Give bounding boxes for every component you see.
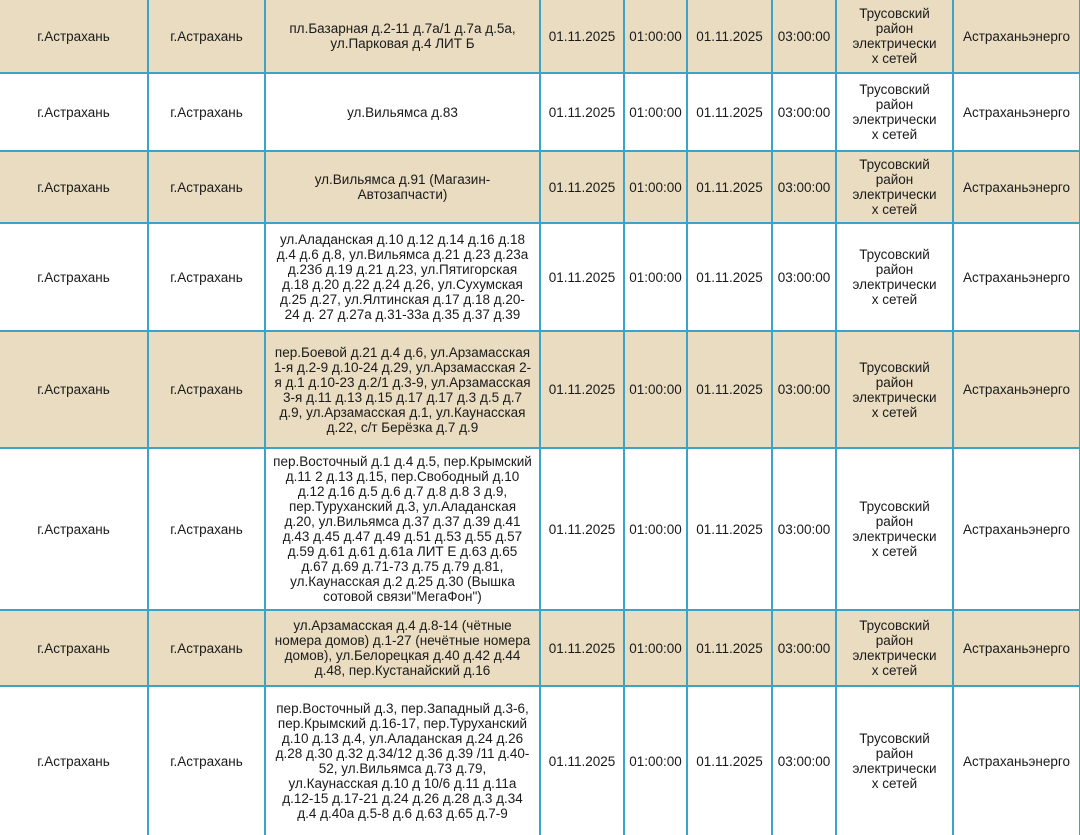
cell-start_time: 01:00:00 bbox=[624, 331, 687, 448]
cell-company: Астраханьэнерго bbox=[953, 73, 1080, 151]
cell-region: г.Астрахань bbox=[0, 686, 148, 835]
cell-network: Трусовский район электрических сетей bbox=[836, 610, 953, 686]
cell-end_time: 03:00:00 bbox=[772, 0, 836, 73]
cell-city: г.Астрахань bbox=[148, 223, 265, 331]
table-row bbox=[0, 331, 1080, 448]
cell-end_time: 03:00:00 bbox=[772, 151, 836, 223]
cell-end_time: 03:00:00 bbox=[772, 448, 836, 610]
cell-start_date: 01.11.2025 bbox=[540, 151, 624, 223]
cell-start_time: 01:00:00 bbox=[624, 73, 687, 151]
cell-region: г.Астрахань bbox=[0, 0, 148, 73]
cell-end_date: 01.11.2025 bbox=[687, 686, 772, 835]
cell-network: Трусовский район электрических сетей bbox=[836, 448, 953, 610]
table-row bbox=[0, 223, 1080, 331]
cell-network: Трусовский район электрических сетей bbox=[836, 0, 953, 73]
cell-company: Астраханьэнерго bbox=[953, 686, 1080, 835]
cell-addresses: ул.Арзамасская д.4 д.8-14 (чётные номера домов) д.1-27 (нечётные номера домов), ул.Белорецкая д.40 д.42 д.44 д.48, пер.Кустанайский д.16 bbox=[265, 610, 540, 686]
cell-start_date: 01.11.2025 bbox=[540, 686, 624, 835]
cell-network: Трусовский район электрических сетей bbox=[836, 223, 953, 331]
table-row bbox=[0, 73, 1080, 151]
cell-start_time: 01:00:00 bbox=[624, 448, 687, 610]
cell-start_date: 01.11.2025 bbox=[540, 0, 624, 73]
cell-end_time: 03:00:00 bbox=[772, 610, 836, 686]
cell-region: г.Астрахань bbox=[0, 73, 148, 151]
cell-end_date: 01.11.2025 bbox=[687, 0, 772, 73]
cell-city: г.Астрахань bbox=[148, 73, 265, 151]
cell-start_date: 01.11.2025 bbox=[540, 610, 624, 686]
cell-addresses: пер.Боевой д.21 д.4 д.6, ул.Арзамасская 1-я д.2-9 д.10-24 д.29, ул.Арзамасская 2-я д.1 д.10-23 д.2/1 д.3-9, ул.Арзамасская 3-я д.11 д.13 д.15 д.17 д.17 д.3 д.5 д.7 д.9, ул.Арзамасская д.1, ул.Каунасская д.22, с/т Берёзка д.7 д.9 bbox=[265, 331, 540, 448]
table-row bbox=[0, 686, 1080, 835]
cell-end_time: 03:00:00 bbox=[772, 331, 836, 448]
cell-addresses: ул.Вильямса д.83 bbox=[265, 73, 540, 151]
cell-addresses: ул.Аладанская д.10 д.12 д.14 д.16 д.18 д.4 д.6 д.8, ул.Вильямса д.21 д.23 д.23а д.23б д.19 д.21 д.23, ул.Пятигорская д.18 д.20 д.22 д.24 д.26, ул.Сухумская д.25 д.27, ул.Ялтинская д.17 д.18 д.20-24 д. 27 д.27а д.31-33а д.35 д.37 д.39 bbox=[265, 223, 540, 331]
cell-addresses: ул.Вильямса д.91 (Магазин-Автозапчасти) bbox=[265, 151, 540, 223]
cell-end_time: 03:00:00 bbox=[772, 223, 836, 331]
cell-start_time: 01:00:00 bbox=[624, 686, 687, 835]
cell-end_date: 01.11.2025 bbox=[687, 448, 772, 610]
cell-end_time: 03:00:00 bbox=[772, 73, 836, 151]
cell-start_date: 01.11.2025 bbox=[540, 73, 624, 151]
cell-addresses: пл.Базарная д.2-11 д.7а/1 д.7а д.5а, ул.Парковая д.4 ЛИТ Б bbox=[265, 0, 540, 73]
cell-end_date: 01.11.2025 bbox=[687, 331, 772, 448]
cell-end_time: 03:00:00 bbox=[772, 686, 836, 835]
cell-network: Трусовский район электрических сетей bbox=[836, 331, 953, 448]
cell-city: г.Астрахань bbox=[148, 686, 265, 835]
cell-company: Астраханьэнерго bbox=[953, 610, 1080, 686]
cell-start_time: 01:00:00 bbox=[624, 610, 687, 686]
cell-network: Трусовский район электрических сетей bbox=[836, 73, 953, 151]
cell-network: Трусовский район электрических сетей bbox=[836, 686, 953, 835]
cell-start_time: 01:00:00 bbox=[624, 0, 687, 73]
cell-city: г.Астрахань bbox=[148, 0, 265, 73]
cell-start_date: 01.11.2025 bbox=[540, 448, 624, 610]
cell-end_date: 01.11.2025 bbox=[687, 73, 772, 151]
cell-end_date: 01.11.2025 bbox=[687, 610, 772, 686]
cell-network: Трусовский район электрических сетей bbox=[836, 151, 953, 223]
cell-company: Астраханьэнерго bbox=[953, 223, 1080, 331]
cell-region: г.Астрахань bbox=[0, 331, 148, 448]
cell-start_date: 01.11.2025 bbox=[540, 331, 624, 448]
table-row bbox=[0, 151, 1080, 223]
cell-company: Астраханьэнерго bbox=[953, 331, 1080, 448]
cell-addresses: пер.Восточный д.1 д.4 д.5, пер.Крымский д.11 2 д.13 д.15, пер.Свободный д.10 д.12 д.16 д.5 д.6 д.7 д.8 д.8 3 д.9, пер.Туруханский д.3, ул.Аладанская д.20, ул.Вильямса д.37 д.37 д.39 д.41 д.43 д.45 д.47 д.49 д.51 д.53 д.55 д.57 д.59 д.61 д.61 д.61а ЛИТ Е д.63 д.65 д.67 д.69 д.71-73 д.75 д.79 д.81, ул.Каунасская д.2 д.25 д.30 (Вышка сотовой связи"МегаФон") bbox=[265, 448, 540, 610]
cell-city: г.Астрахань bbox=[148, 610, 265, 686]
cell-city: г.Астрахань bbox=[148, 151, 265, 223]
cell-region: г.Астрахань bbox=[0, 223, 148, 331]
cell-start_time: 01:00:00 bbox=[624, 223, 687, 331]
table-row bbox=[0, 610, 1080, 686]
cell-region: г.Астрахань bbox=[0, 610, 148, 686]
cell-city: г.Астрахань bbox=[148, 331, 265, 448]
cell-company: Астраханьэнерго bbox=[953, 0, 1080, 73]
cell-region: г.Астрахань bbox=[0, 448, 148, 610]
cell-city: г.Астрахань bbox=[148, 448, 265, 610]
cell-company: Астраханьэнерго bbox=[953, 151, 1080, 223]
cell-region: г.Астрахань bbox=[0, 151, 148, 223]
cell-addresses: пер.Восточный д.3, пер.Западный д.3-6, пер.Крымский д.16-17, пер.Туруханский д.10 д.13 д.4, ул.Аладанская д.24 д.26 д.28 д.30 д.32 д.34/12 д.36 д.39 /11 д.40-52, ул.Вильямса д.73 д.79, ул.Каунасская д.10 д 10/6 д.11 д.11а д.12-15 д.17-21 д.24 д.26 д.28 д.3 д.34 д.4 д.40а д.5-8 д.6 д.63 д.65 д.7-9 bbox=[265, 686, 540, 835]
cell-start_date: 01.11.2025 bbox=[540, 223, 624, 331]
cell-end_date: 01.11.2025 bbox=[687, 151, 772, 223]
cell-start_time: 01:00:00 bbox=[624, 151, 687, 223]
cell-company: Астраханьэнерго bbox=[953, 448, 1080, 610]
table-row bbox=[0, 0, 1080, 73]
cell-end_date: 01.11.2025 bbox=[687, 223, 772, 331]
table-row bbox=[0, 448, 1080, 610]
